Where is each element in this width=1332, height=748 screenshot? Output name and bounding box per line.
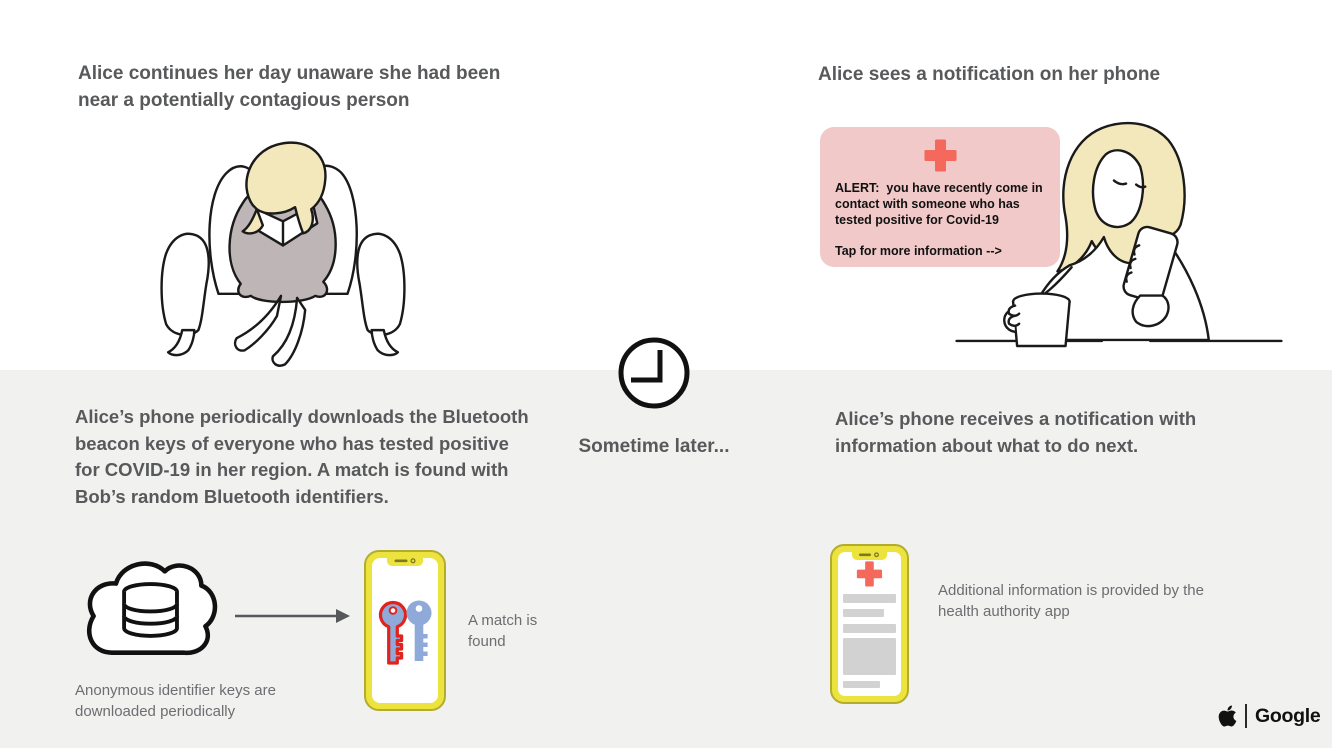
- cloud-caption: Anonymous identifier keys are downloaded periodically: [75, 682, 276, 720]
- apple-logo-icon: [1218, 704, 1237, 728]
- woman-with-phone-svg: [952, 116, 1286, 348]
- cloud-database-icon: [76, 551, 221, 673]
- download-arrow-icon: [232, 604, 352, 628]
- arrow-svg: [232, 604, 352, 628]
- phone-health-app-illustration: [829, 543, 910, 705]
- alert-message: ALERT: you have recently come in contact with someone who has tested positive for Covid-19: [835, 181, 1047, 227]
- clock-svg: [614, 333, 694, 413]
- text-placeholder-bar: [843, 609, 884, 617]
- logo-divider: [1245, 704, 1247, 728]
- phone-keys-svg: [363, 549, 447, 712]
- content-placeholder-block: [843, 638, 896, 675]
- top-right-heading: Alice sees a notification on her phone: [818, 64, 1161, 85]
- sometime-later-caption: Sometime later...: [578, 436, 730, 457]
- brand-logos: [1218, 702, 1320, 730]
- bottom-right-heading: Alice’s phone receives a notification with information about what to do next.: [835, 408, 1197, 456]
- top-left-heading: Alice continues her day unaware she had been near a potentially contagious person: [78, 63, 501, 111]
- health-app-caption: Additional information is provided by the health authority app: [938, 582, 1204, 620]
- woman-reading-illustration: [152, 130, 414, 368]
- woman-with-phone-illustration: [952, 116, 1286, 348]
- google-logo: Google: [1255, 704, 1321, 727]
- text-placeholder-bar: [843, 624, 896, 633]
- alert-tap-prompt: Tap for more information -->: [835, 244, 1002, 258]
- bottom-left-heading: Alice’s phone periodically downloads the Bluetooth beacon keys of everyone who has tested positive for COVID-19 in her region. A match is found with Bob’s random Bluetooth identifiers.: [75, 406, 529, 507]
- phone-with-keys-illustration: [363, 549, 447, 712]
- match-caption: A match is found: [468, 612, 538, 650]
- text-placeholder-bar: [843, 594, 896, 603]
- health-app-phone-svg: [829, 543, 910, 705]
- cloud-database-svg: [76, 551, 221, 673]
- woman-reading-svg: [152, 130, 414, 368]
- clock-icon: [614, 333, 694, 413]
- text-placeholder-bar: [843, 681, 880, 688]
